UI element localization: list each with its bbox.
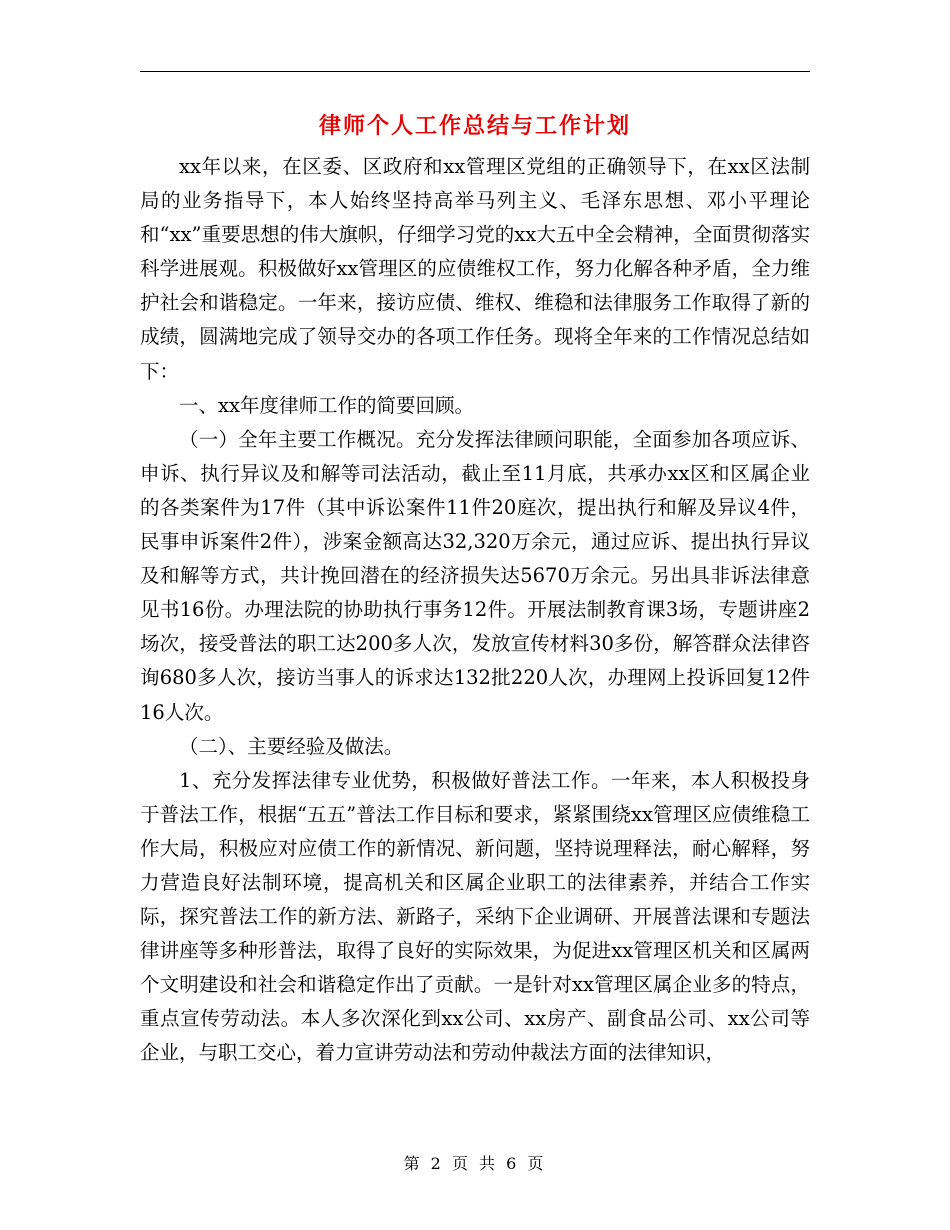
header-rule — [140, 71, 810, 72]
document-title: 律师个人工作总结与工作计划 — [318, 113, 631, 139]
paragraph-experience-1: 1、充分发挥法律专业优势，积极做好普法工作。一年来，本人积极投身于普法工作，根据“五五”普法工作目标和要求，紧紧围绕xx管理区应债维稳工作大局，积极应对应债工作的新情况、新问题，坚持说理释法，耐心解释，努力营造良好法制环境，提高机关和区属企业职工的法律素养，并结合工作实际，探究普法工作的新方法、新路子，采纳下企业调研、开展普法课和专题法律讲座等多种形普法，取得了良好的实际效果，为促进xx管理区机关和区属两个文明建设和社会和谐稳定作出了贡献。一是针对xx管理区属企业多的特点，重点宣传劳动法。本人多次深化到xx公司、xx房产、副食品公司、xx公司等企业，与职工交心，着力宣讲劳动法和劳动仲裁法方面的法律知识， — [140, 768, 810, 1065]
paragraph-intro: xx年以来，在区委、区政府和xx管理区党组的正确领导下，在xx区法制局的业务指导下，本人始终坚持高举马列主义、毛泽东思想、邓小平理论和“xx”重要思想的伟大旗帜，仔细学习党的xx大五中全会精神，全面贯彻落实科学进展观。积极做好xx管理区的应债维权工作，努力化解各种矛盾，全力维护社会和谐稳定。一年来，接访应债、维权、维稳和法律服务工作取得了新的成绩，圆满地完成了领导交办的各项工作任务。现将全年来的工作情况总结如下： — [140, 155, 810, 383]
subsection-heading-2: （二）、主要经验及做法。 — [179, 734, 404, 758]
document-body — [140, 150, 810, 1071]
paragraph-overview: （一）全年主要工作概况。充分发挥法律顾问职能，全面参加各项应诉、申诉、执行异议及和解等司法活动，截止至11月底，共承办xx区和区属企业的各类案件为17件（其中诉讼案件11件20庭次，提出执行和解及异议4件，民事申诉案件2件），涉案金额高达32,320万余元，通过应诉、提出执行异议及和解等方式，共计挽回潜在的经济损失达5670万余元。另出具非诉法律意见书16份。办理法院的协助执行事务12件。开展法制教育课3场，专题讲座2场次，接受普法的职工达200多人次，发放宣传材料30多份，解答群众法律咨询680多人次，接访当事人的诉求达132批220人次，办理网上投诉回复12件16人次。 — [140, 427, 810, 724]
section-heading-1: 一、xx年度律师工作的简要回顾。 — [179, 393, 474, 417]
page-footer: 第 2 页 共 6 页 — [403, 1154, 547, 1173]
